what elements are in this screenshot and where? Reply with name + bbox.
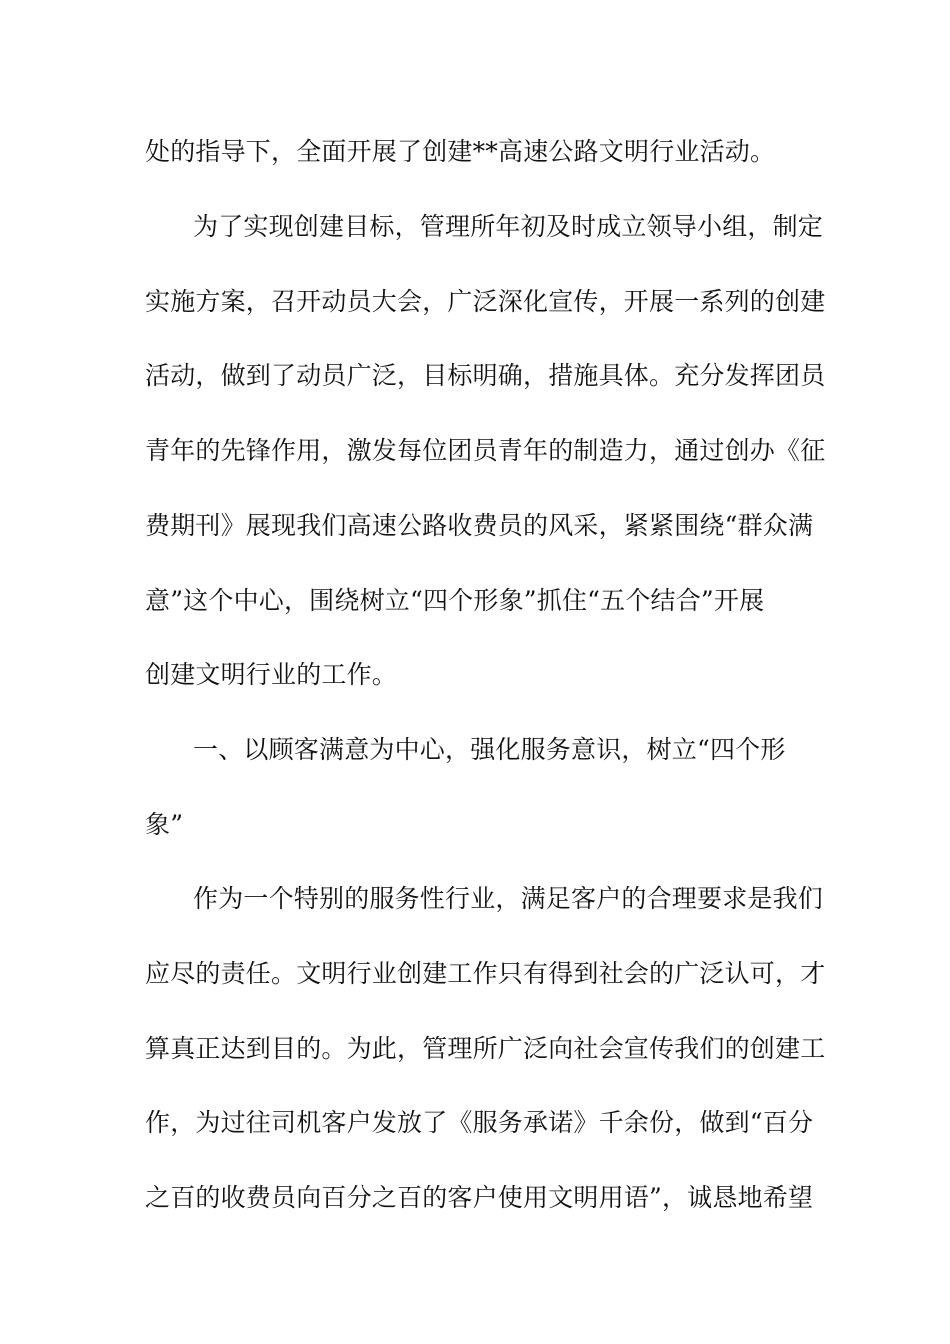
text-line: 应尽的责任。文明行业创建工作只有得到社会的广泛认可，才 [145, 959, 826, 988]
text-line: 作为一个特别的服务性行业，满足客户的合理要求是我们 [193, 884, 824, 913]
text-line: 处的指导下，全面开展了创建**高速公路文明行业活动。 [145, 137, 776, 166]
text-line: 意”这个中心，围绕树立“四个形象”抓住“五个结合”开展 [145, 586, 765, 615]
text-line: 作，为过往司机客户发放了《服务承诺》千余份，做到“百分 [145, 1108, 814, 1137]
text-line: 费期刊》展现我们高速公路收费员的风采，紧紧围绕“群众满 [145, 511, 814, 540]
text-line: 为了实现创建目标，管理所年初及时成立领导小组，制定 [193, 212, 824, 241]
text-line: 算真正达到目的。为此，管理所广泛向社会宣传我们的创建工 [145, 1034, 826, 1063]
text-line: 之百的收费员向百分之百的客户使用文明用语”，诚恳地希望 [145, 1183, 814, 1212]
text-line: 创建文明行业的工作。 [145, 660, 398, 689]
text-line: 青年的先锋作用，激发每位团员青年的制造力，通过创办《征 [145, 436, 826, 465]
text-line: 实施方案，召开动员大会，广泛深化宣传，开展一系列的创建 [145, 287, 826, 316]
section-heading-line: 一、以顾客满意为中心，强化服务意识，树立“四个形 [193, 735, 786, 764]
section-heading-line: 象” [145, 810, 184, 839]
text-line: 活动，做到了动员广泛，目标明确，措施具体。充分发挥团员 [145, 361, 826, 390]
